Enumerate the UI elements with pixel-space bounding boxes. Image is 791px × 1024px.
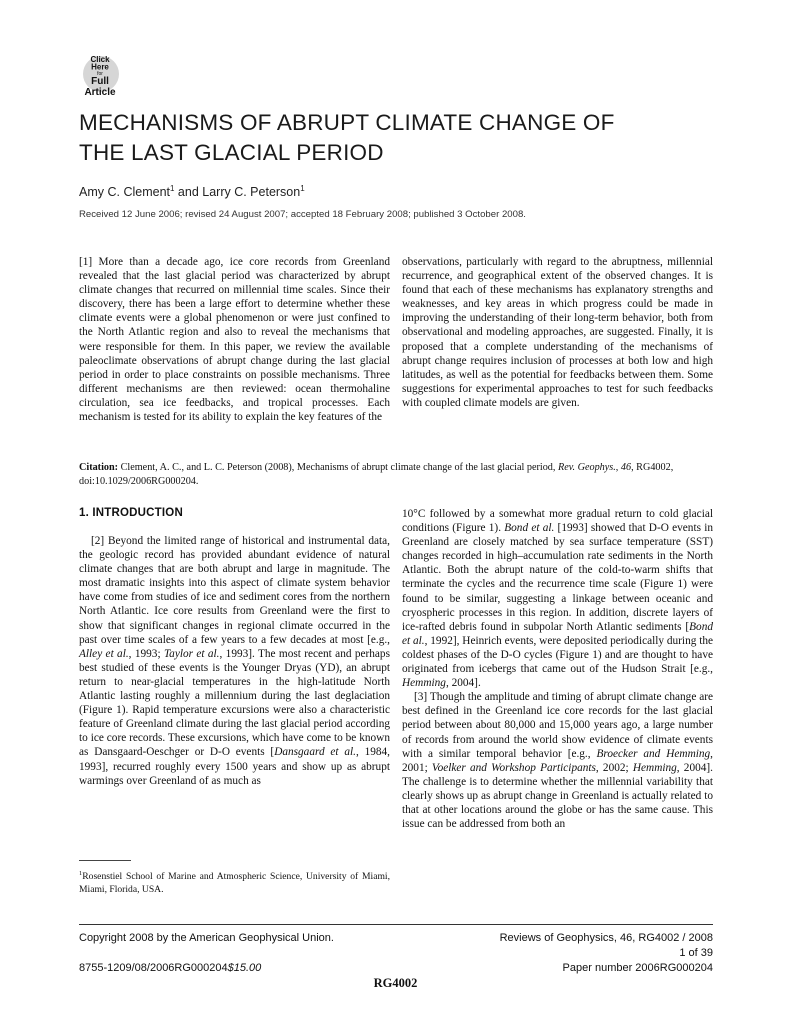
para2-text-6: [1993] showed that D-O events in Greenland are closely matched by sea surface temperature (SST) changes recorded in high–accumulation rate sediments in the North Atlantic. Both the abrupt nature of the cold-to-warm shifts that terminate the cycles and the recurrence time scale (Figure 1) were found to be similar, suggesting a linkage between oceanic and cryospheric processes in this region. In addition, discrete layers of ice-rafted debris found in subpolar North Atlantic sediments [ [402,522,713,633]
paragraph-number: [1] [79,256,93,268]
author-1: Amy C. Clement [79,185,170,200]
para3-text-2: , 2001; [402,747,713,774]
paper-number: Paper number 2006RG000204 [562,962,713,974]
badge-text-article: Article [84,87,116,98]
issn-price: $15.00 [227,962,262,974]
citation-volume: 46 [620,462,632,473]
citation-hemming-2: Hemming [632,761,677,774]
page-count: 1 of 39 [679,947,713,959]
copyright-notice: Copyright 2008 by the American Geophysical Union. [79,932,334,944]
citation-dansgaard: Dansgaard et al. [274,746,356,759]
article-title-line-2: THE LAST GLACIAL PERIOD [79,140,384,165]
citation-bond-1993: Bond et al. [504,522,555,535]
para2-text-8: , 2004]. [445,677,481,690]
issn-number: 8755-1209/08/2006RG000204 [79,962,228,974]
badge-text-for: for [97,71,103,77]
para3-text-1: Though the amplitude and timing of abrupt climate change are best defined in the Greenland ice core records for the last glacial period between about 80,000 and 15,000 years ago, a large number of records from around the world show evidence of climate events with a similar temporal behavior [e.g., [402,691,713,760]
para2-text-1: Beyond the limited range of historical and instrumental data, the geologic record has provided abundant evidence of natural climate changes that are both abrupt and large in magnitude. The most dramatic insights into this aspect of climate system behavior have come from studies of ice and sediment cores from the northern North Atlantic. Ice core results from Greenland were the first to show that significant changes in regional climate occurred in the past over time scales of a few years to a few decades at most [e.g., [79,535,390,646]
paragraph-2-right [402,507,713,690]
intro-left-column [79,534,390,788]
abstract-text-left: More than a decade ago, ice core records from Greenland revealed that the last glacial period was characterized by abrupt climate changes that recurred on millennial time scales. Since their discovery, there has been a large effort to determine whether these climate events were a global phenomenon or were just confined to the North Atlantic region and also to reveal the mechanisms that were responsible for them. In this paper, we review the available paleoclimate observations of abrupt change during the last glacial period in order to place constraints on possible mechanisms. Three different mechanisms are then reviewed: ocean thermohaline circulation, sea ice feedbacks, and tropical processes. Each mechanism is tested for its ability to explain the key features of the [79,256,390,424]
citation [79,461,713,488]
citation-text: Clement, A. C., and L. C. Peterson (2008), Mechanisms of abrupt climate change of the last glacial period, [118,462,558,473]
citation-taylor: Taylor et al. [163,647,220,660]
para3-text-4: , 2004]. The challenge is to determine whether the millennial variability that clearly shows up as abrupt change in Greenland is actually related to that at other locations around the globe or has the same cause. This issue can be addressed from both an [402,761,713,831]
abstract-left-column [79,255,390,424]
citation-bond-1992: Bond et al. [402,620,713,647]
para2-text-4: , 1984, 1993], recurred roughly every 1500 years and show up as abrupt warmings over Greenland of as much as [79,746,390,787]
citation-comma: , [615,462,621,473]
citation-broecker: Broecker and Hemming [596,747,711,760]
citation-rest: , RG4002, doi:10.1029/2006RG000204. [79,462,674,487]
journal-reference: Reviews of Geophysics, 46, RG4002 / 2008 [499,932,713,944]
section-heading-introduction: 1. INTRODUCTION [79,507,183,519]
para2-text-2: , 1993; [128,647,164,660]
author-2: and Larry C. Peterson [174,185,301,200]
citation-journal: Rev. Geophys. [558,462,616,473]
article-title [79,108,699,168]
article-title-line-1: MECHANISMS OF ABRUPT CLIMATE CHANGE OF [79,110,615,135]
citation-hemming: Hemming [402,677,446,690]
badge-text-click: Click [90,55,110,64]
footnote-divider [79,860,131,861]
footnote-marker: 1 [79,870,83,877]
paragraph-number: [2] [91,535,105,547]
article-id: RG4002 [373,976,418,990]
abstract-text-right: observations, particularly with regard to the abruptness, millennial recurrence, and geographical extent of the observed changes. It is found that each of these mechanisms has explanatory strengths and weaknesses, and key areas in which progress could be made in improving the understanding of their long-term behavior, both from observational and modeling approaches, are suggested. Finally, it is proposed that a complete understanding of the mechanisms of abrupt change requires inclusion of processes at both low and high latitudes, as well as the potential for feedbacks between them. Some suggestions for experimental approaches to test for such feedbacks with coupled climate models are given. [402,256,713,409]
citation-alley: Alley et al. [79,647,129,660]
abstract-paragraph [79,255,390,424]
paragraph-3 [402,690,713,831]
issn-code [79,962,261,974]
para2-text-7: , 1992], Heinrich events, were deposited periodically during the coldest phases of the D-O cycles (Figure 1) and are thought to have originated from icebergs that came out of the Hudson Strait [e.g., [402,634,714,676]
citation-voelker: Voelker and Workshop Participants [431,761,596,774]
full-article-badge-icon[interactable] [80,52,126,98]
abstract-right-column [402,255,713,410]
author-1-affiliation: 1 [170,184,175,193]
paragraph-number: [3] [414,691,428,704]
author-2-affiliation: 1 [300,184,305,193]
footnote-affiliation [79,868,390,896]
para2-text-3: , 1993]. The most recent and perhaps best studied of these events is the Younger Dryas (YD), an abrupt return to near-glacial temperatures in the high-latitude North Atlantic lasting roughly a millennium during the last deglaciation (Figure 1). Rapid temperature excursions were also a characteristic feature of Greenland climate during the last glacial period according to ice core records. These excursions, which have come to be known as Dansgaard-Oeschger or D-O events [ [79,647,390,759]
citation-label: Citation: [79,462,119,473]
footer-divider [79,924,713,925]
received-dates: Received 12 June 2006; revised 24 August 2007; accepted 18 February 2008; published 3 October 2008. [79,209,526,220]
paragraph-2-left [79,534,390,788]
badge-text-full: Full [91,76,109,87]
badge-text-here: Here [91,62,109,72]
footnote-text: Rosenstiel School of Marine and Atmospheric Science, University of Miami, Miami, Florida, USA. [79,871,390,895]
para2-text-5: 10°C followed by a somewhat more gradual return to cold glacial conditions (Figure 1). [402,508,713,535]
intro-right-column [402,507,713,831]
para3-text-3: , 2002; [595,761,633,774]
author-line [79,184,305,199]
